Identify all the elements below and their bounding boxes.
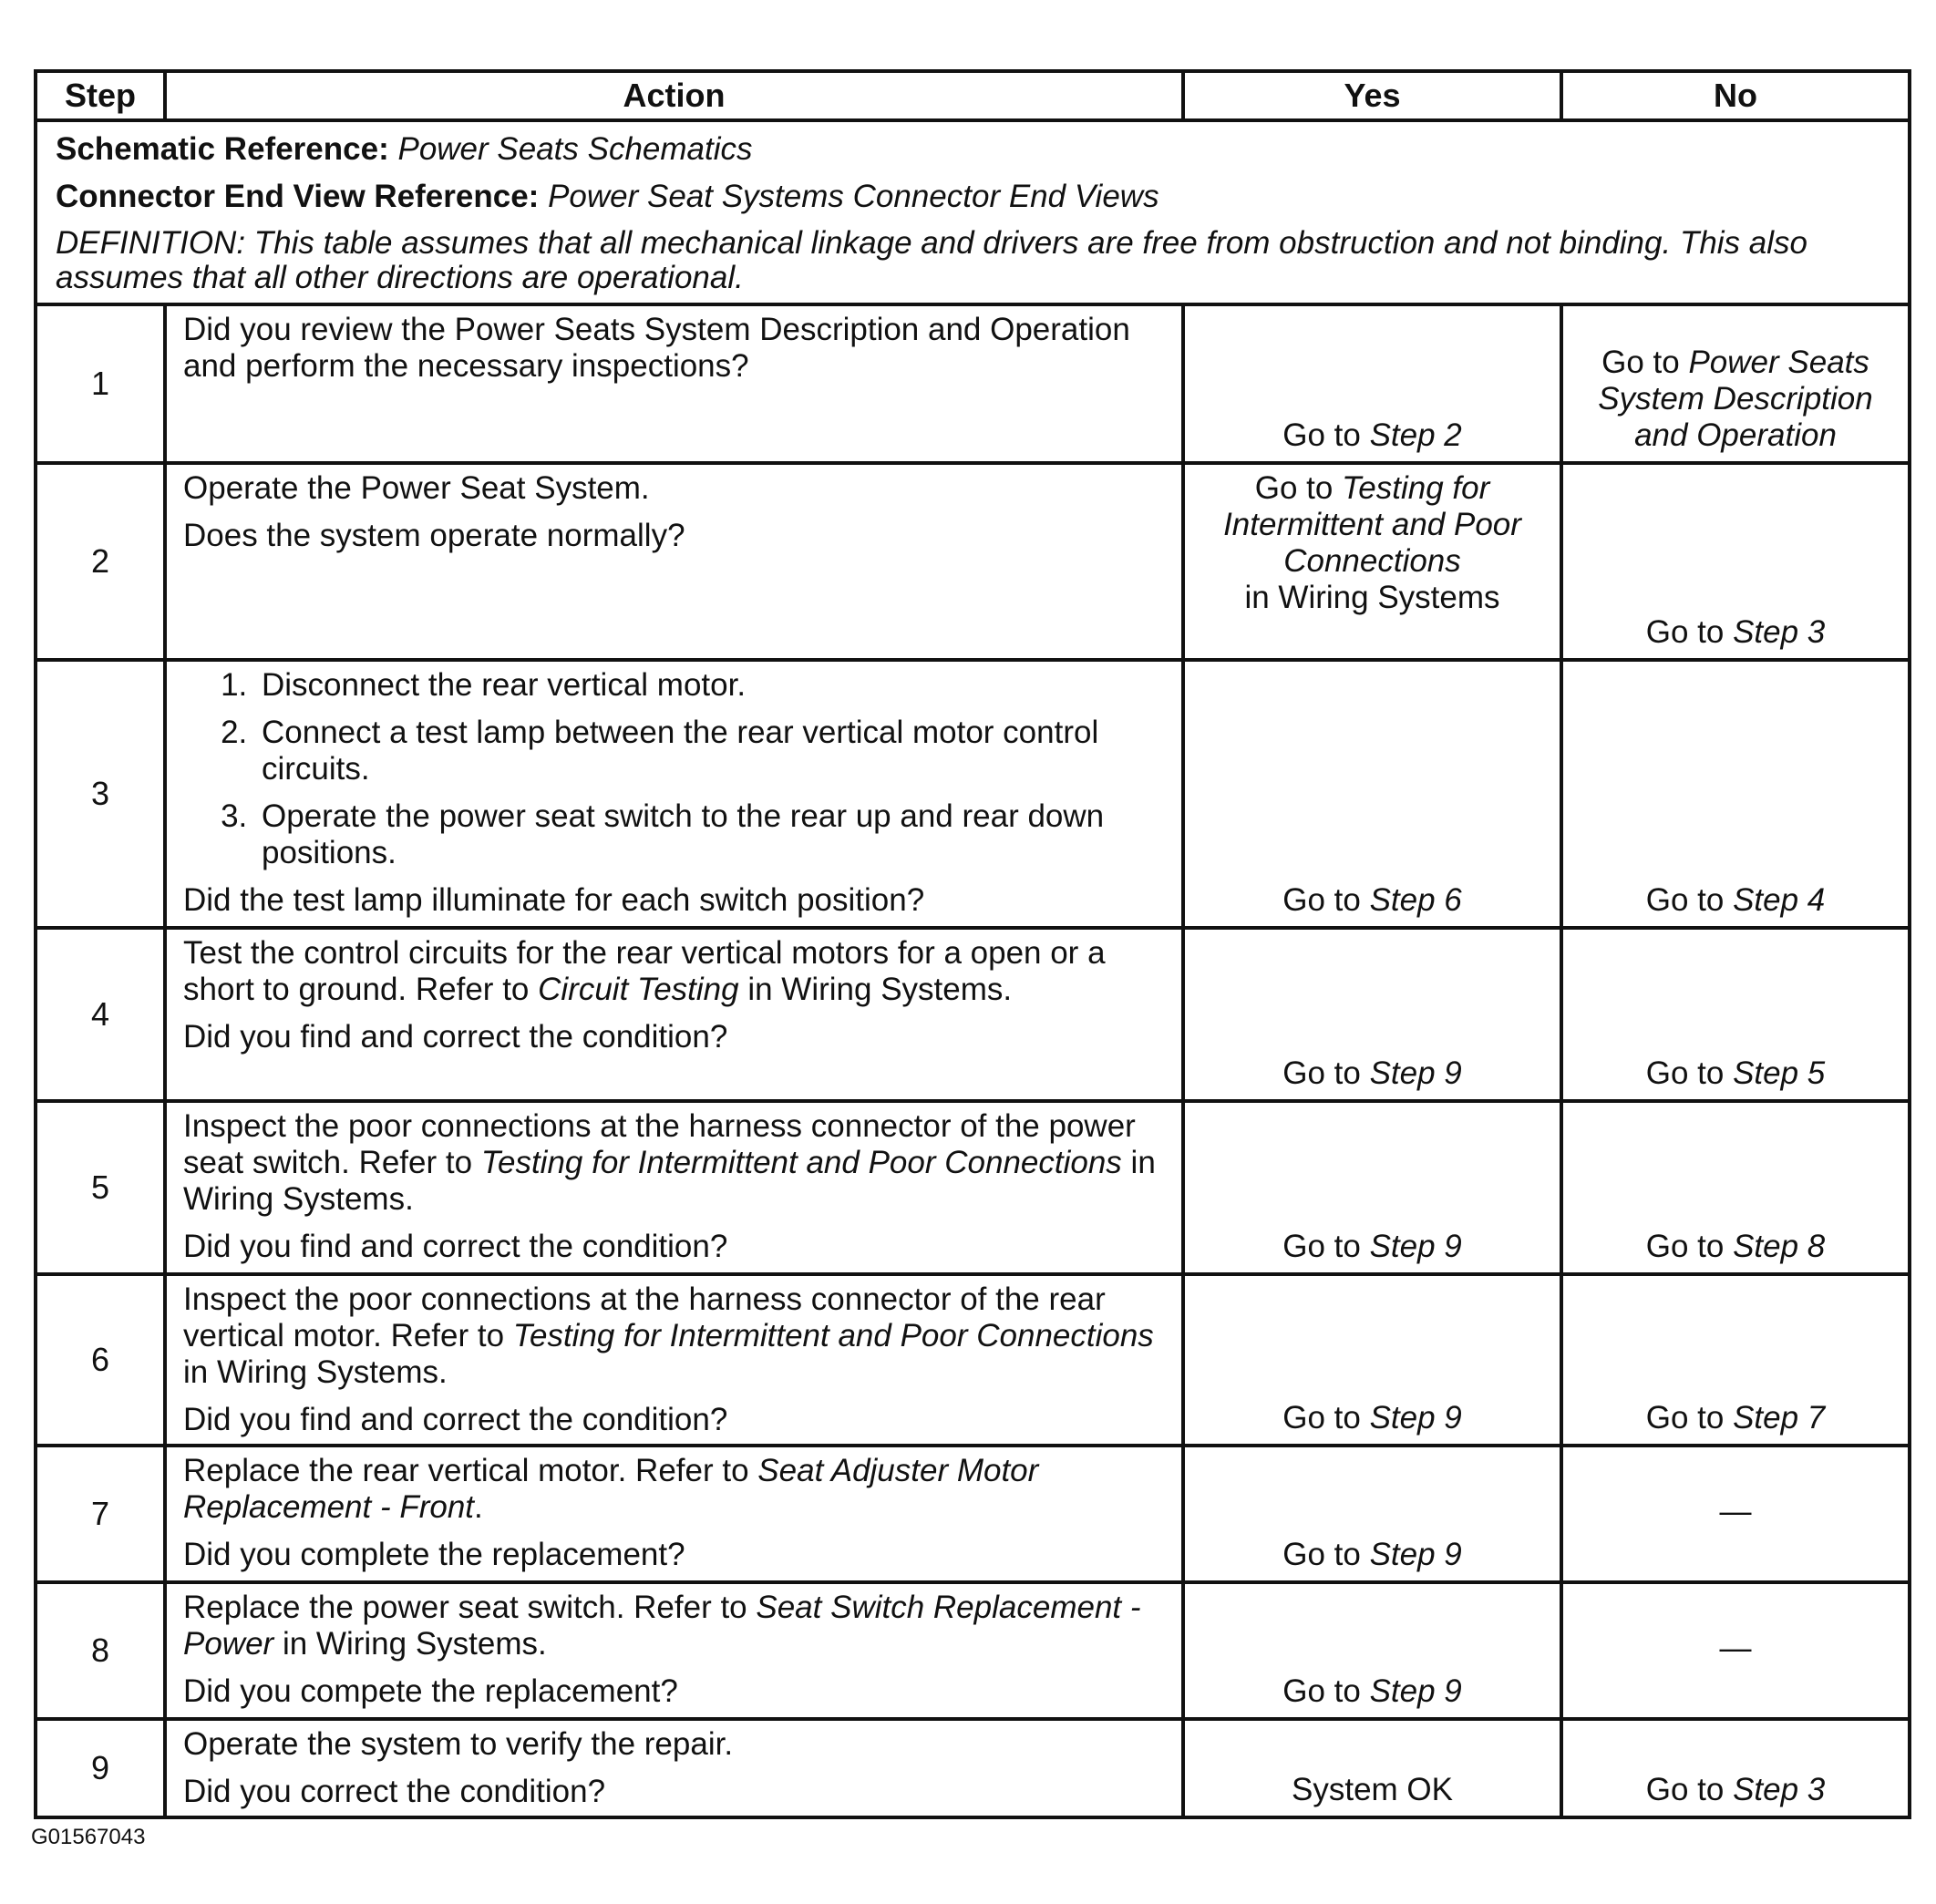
yes-prefix: Go to (1282, 1400, 1361, 1436)
yes-prefix: Go to (1282, 882, 1361, 918)
connector-reference (56, 179, 1890, 215)
step-number: 6 (36, 1274, 165, 1446)
yes-link[interactable]: Step 9 (1369, 1537, 1462, 1572)
yes-cell (1183, 463, 1561, 660)
no-cell (1561, 1274, 1910, 1446)
no-link[interactable]: Step 3 (1733, 1772, 1826, 1807)
header-yes: Yes (1183, 71, 1561, 120)
action-text (183, 1108, 1165, 1218)
action-text-pre: Test the control circuits for the rear vertical motors for a open or a short to ground. Refer to (183, 935, 1106, 1007)
step-number: 8 (36, 1582, 165, 1719)
connector-reference-link[interactable]: Power Seat Systems Connector End Views (548, 179, 1159, 214)
no-prefix: Go to (1645, 1400, 1725, 1436)
yes-prefix: Go to (1282, 1537, 1361, 1572)
action-text-post: in Wiring Systems. (747, 972, 1013, 1007)
yes-link[interactable]: Step 9 (1369, 1400, 1462, 1436)
table-row (36, 660, 1910, 928)
schematic-reference-link[interactable]: Power Seats Schematics (397, 131, 753, 167)
action-text-pre: Inspect the poor connections at the harness connector of the rear vertical motor. Refer to (183, 1281, 1106, 1353)
step-number: 5 (36, 1101, 165, 1274)
action-text: Operate the system to verify the repair. (183, 1726, 734, 1762)
action-text (183, 1453, 1165, 1526)
step-number: 9 (36, 1719, 165, 1817)
no-cell (1561, 660, 1910, 928)
list-item: 2. Connect a test lamp between the rear vertical motor control circuits. (256, 715, 1165, 787)
action-cell (165, 1101, 1183, 1274)
action-question: Did you find and correct the condition? (183, 1402, 728, 1437)
yes-cell (1183, 1446, 1561, 1582)
header-row (36, 71, 1910, 120)
header-action: Action (165, 71, 1183, 120)
no-link[interactable]: Step 8 (1733, 1229, 1826, 1264)
action-cell (165, 1274, 1183, 1446)
table-row (36, 1101, 1910, 1274)
action-text-pre: Replace the rear vertical motor. Refer to (183, 1453, 749, 1488)
no-prefix: Go to (1645, 614, 1725, 650)
list-item: 1. Disconnect the rear vertical motor. (256, 667, 1165, 704)
action-cell (165, 1582, 1183, 1719)
header-no: No (1561, 71, 1910, 120)
action-text-post: in Wiring Systems. (183, 1145, 1156, 1217)
action-text-post: in Wiring Systems. (183, 1354, 448, 1390)
diagnostic-table (34, 69, 1911, 1819)
yes-prefix: Go to (1282, 1055, 1361, 1091)
yes-link[interactable]: Step 9 (1369, 1229, 1462, 1264)
action-text (183, 1590, 1165, 1662)
no-link[interactable]: Step 4 (1733, 882, 1826, 918)
yes-cell (1183, 304, 1561, 463)
step-number: 2 (36, 463, 165, 660)
action-steps-list (183, 667, 1165, 871)
no-prefix: Go to (1645, 1055, 1725, 1091)
table-row (36, 463, 1910, 660)
action-question: Did the test lamp illuminate for each switch position? (183, 882, 925, 918)
table-row (36, 928, 1910, 1101)
yes-link[interactable]: Step 9 (1369, 1673, 1462, 1709)
action-cell (165, 928, 1183, 1101)
reference-row (36, 120, 1910, 304)
no-link[interactable]: Step 5 (1733, 1055, 1826, 1091)
yes-cell (1183, 1274, 1561, 1446)
action-text-post: in Wiring Systems. (282, 1626, 547, 1662)
no-link[interactable]: Step 3 (1733, 614, 1826, 650)
yes-link[interactable]: Step 2 (1369, 417, 1462, 453)
no-cell (1561, 1719, 1910, 1817)
step-number: 4 (36, 928, 165, 1101)
action-question: Did you find and correct the condition? (183, 1019, 728, 1055)
table-row (36, 1274, 1910, 1446)
action-text (183, 1281, 1165, 1391)
table-row (36, 1582, 1910, 1719)
action-cell (165, 463, 1183, 660)
yes-prefix: Go to (1254, 470, 1334, 506)
no-cell (1561, 304, 1910, 463)
no-cell (1561, 463, 1910, 660)
action-cell (165, 1446, 1183, 1582)
action-question: Does the system operate normally? (183, 518, 685, 553)
action-question: Did you find and correct the condition? (183, 1229, 728, 1264)
action-question: Did you correct the condition? (183, 1774, 606, 1809)
action-ref-link[interactable]: Seat Adjuster Motor Replacement - Front (183, 1453, 1039, 1525)
action-question: Did you review the Power Seats System Description and Operation and perform the necessary inspections? (183, 312, 1130, 384)
yes-cell (1183, 928, 1561, 1101)
yes-cell (1183, 1582, 1561, 1719)
no-prefix: Go to (1645, 1772, 1725, 1807)
step-number: 1 (36, 304, 165, 463)
no-prefix: Go to (1645, 882, 1725, 918)
no-prefix: Go to (1601, 345, 1680, 380)
table-row (36, 304, 1910, 463)
action-ref-link[interactable]: Testing for Intermittent and Poor Connections (480, 1145, 1122, 1180)
action-text-pre: Inspect the poor connections at the harness connector of the power seat switch. Refer to (183, 1108, 1136, 1180)
no-cell: — (1561, 1582, 1910, 1719)
yes-suffix: in Wiring Systems (1244, 580, 1500, 615)
list-item: 3. Operate the power seat switch to the rear up and rear down positions. (256, 798, 1165, 871)
yes-link[interactable]: Step 9 (1369, 1055, 1462, 1091)
no-cell (1561, 928, 1910, 1101)
action-question: Did you complete the replacement? (183, 1537, 685, 1572)
action-ref-link[interactable]: Seat Switch Replacement - Power (183, 1590, 1141, 1662)
schematic-reference-label: Schematic Reference: (56, 131, 389, 167)
reference-cell (36, 120, 1910, 304)
action-text-post: . (474, 1489, 483, 1525)
action-cell (165, 660, 1183, 928)
no-link[interactable]: Power Seats System Description and Operation (1598, 345, 1873, 453)
yes-prefix: Go to (1282, 1229, 1361, 1264)
action-question: Did you compete the replacement? (183, 1673, 678, 1709)
header-step: Step (36, 71, 165, 120)
table-row (36, 1719, 1910, 1817)
action-text-pre: Replace the power seat switch. Refer to (183, 1590, 747, 1625)
yes-cell (1183, 660, 1561, 928)
yes-prefix: Go to (1282, 1673, 1361, 1709)
action-ref-link[interactable]: Circuit Testing (538, 972, 739, 1007)
definition-text: DEFINITION: This table assumes that all mechanical linkage and drivers are free from obstruction and not binding. This also assumes that all other directions are operational. (56, 225, 1807, 295)
no-cell: — (1561, 1446, 1910, 1582)
yes-cell (1183, 1101, 1561, 1274)
table-row (36, 1446, 1910, 1582)
connector-reference-label: Connector End View Reference: (56, 179, 540, 214)
figure-id: G01567043 (31, 1825, 146, 1849)
yes-cell: System OK (1183, 1719, 1561, 1817)
yes-link[interactable]: Step 6 (1369, 882, 1462, 918)
action-cell (165, 304, 1183, 463)
no-link[interactable]: Step 7 (1733, 1400, 1826, 1436)
action-ref-link[interactable]: Testing for Intermittent and Poor Connections (512, 1318, 1154, 1353)
action-cell (165, 1719, 1183, 1817)
yes-prefix: Go to (1282, 417, 1361, 453)
schematic-reference (56, 131, 1890, 168)
step-number: 3 (36, 660, 165, 928)
action-text: Operate the Power Seat System. (183, 470, 650, 506)
no-cell (1561, 1101, 1910, 1274)
yes-link[interactable]: Testing for Intermittent and Poor Connections (1223, 470, 1521, 579)
action-text (183, 935, 1165, 1008)
no-prefix: Go to (1645, 1229, 1725, 1264)
step-number: 7 (36, 1446, 165, 1582)
